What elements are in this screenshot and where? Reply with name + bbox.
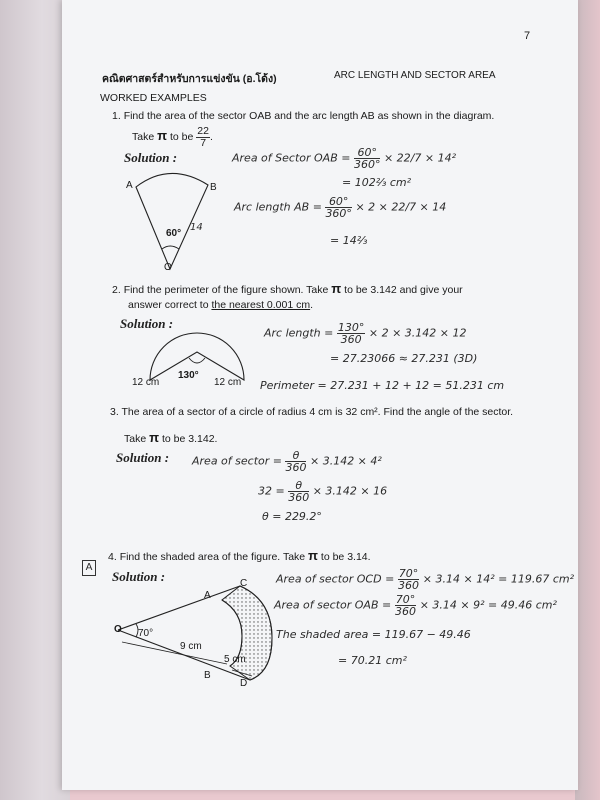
q2-work-line2: = 27.23066 ≈ 27.231 (3D) [330,352,478,365]
q1-label-a: A [126,180,133,191]
q3-work-line1: Area of sector = $\frac{\theta}{360}$ × 3.142 × 4² [192,449,382,474]
q3-solution-label: Solution : [116,450,170,465]
q4-margin-mark: A [82,560,96,576]
q1-pi-fraction: $\frac{22}{7}$ [197,125,209,149]
q2-text-line1: 2. Find the perimeter of the figure shown. Take π to be 3.142 and give your [112,281,463,296]
q1-work-arc: Arc length AB = $\frac{60^\circ}{360^\circ}$ × 2 × 22/7 × 14 [234,195,447,220]
q4-annulus-sector-diagram [112,580,277,692]
q1-label-b: B [210,182,217,193]
q3-text-line1: 3. The area of a sector of a circle of radius 4 cm is 32 cm². Find the angle of the sector. [110,406,514,418]
q4-label-angle: 70° [138,628,154,639]
q2-work-arc: Arc length = $\frac{130^\circ}{360}$ × 2 × 3.142 × 12 [264,321,467,346]
q4-label-a: A [204,590,211,601]
q2-solution-label: Solution : [120,316,174,331]
q2-label-angle: 130° [178,370,199,381]
q2-label-right: 12 cm [214,377,242,388]
q1-work-area-result: = 102⅔ cm² [342,176,412,189]
q4-label-d: D [240,678,248,689]
q4-label-c: C [240,578,248,589]
q4-solution-label: Solution : [112,569,166,584]
q4-label-b: B [204,670,211,681]
q1-sector-diagram [124,165,234,280]
q4-work-line2: Area of sector OAB = $\frac{70^\circ}{360}$ × 3.14 × 9² = 49.46 cm² [274,593,557,618]
q3-work-line2: 32 = $\frac{\theta}{360}$ × 3.142 × 16 [258,479,388,504]
q4-label-r1: 9 cm [180,641,202,652]
q2-sector-diagram [142,334,262,384]
q3-text-line2: Take π to be 3.142. [124,430,218,445]
q4-text: 4. Find the shaded area of the figure. Take π to be 3.14. [108,548,371,563]
q1-solution-label: Solution : [124,150,178,165]
q1-work-arc-result: = 14⅔ [330,234,368,247]
q3-work-line3: θ = 229.2° [262,510,322,523]
q1-label-radius: 14 [190,222,203,233]
section-title: WORKED EXAMPLES [100,92,207,104]
q4-work-line3: The shaded area = 119.67 − 49.46 [276,628,471,641]
header-right: ARC LENGTH AND SECTOR AREA [334,70,496,81]
header-left: คณิตศาสตร์สำหรับการแข่งขัน (อ.โด้ง) [102,73,277,85]
q4-work-line4: = 70.21 cm² [338,654,407,667]
q2-work-perimeter: Perimeter = 27.231 + 12 + 12 = 51.231 cm [260,379,505,392]
q4-work-line1: Area of sector OCD = $\frac{70^\circ}{360}$ × 3.14 × 14² = 119.67 cm² [276,567,574,592]
q4-label-r2: 5 cm [224,654,246,665]
q2-label-left: 12 cm [132,377,160,388]
background-left [0,0,70,800]
page-number: 7 [524,30,531,42]
q1-label-o: O [164,262,172,273]
q1-text: 1. Find the area of the sector OAB and the arc length AB as shown in the diagram. [112,110,495,122]
q1-take-pi: Take π to be $\frac{22}{7}$ . [132,125,213,149]
q2-text-line2: answer correct to the nearest 0.001 cm. [128,299,314,311]
background-right [575,0,600,800]
q4-label-o: O [114,624,122,635]
document-page [62,0,578,790]
q1-label-angle: 60° [166,228,182,239]
q1-work-area: Area of Sector OAB = $\frac{60^\circ}{360^\circ}$ × 22/7 × 14² [232,146,457,171]
